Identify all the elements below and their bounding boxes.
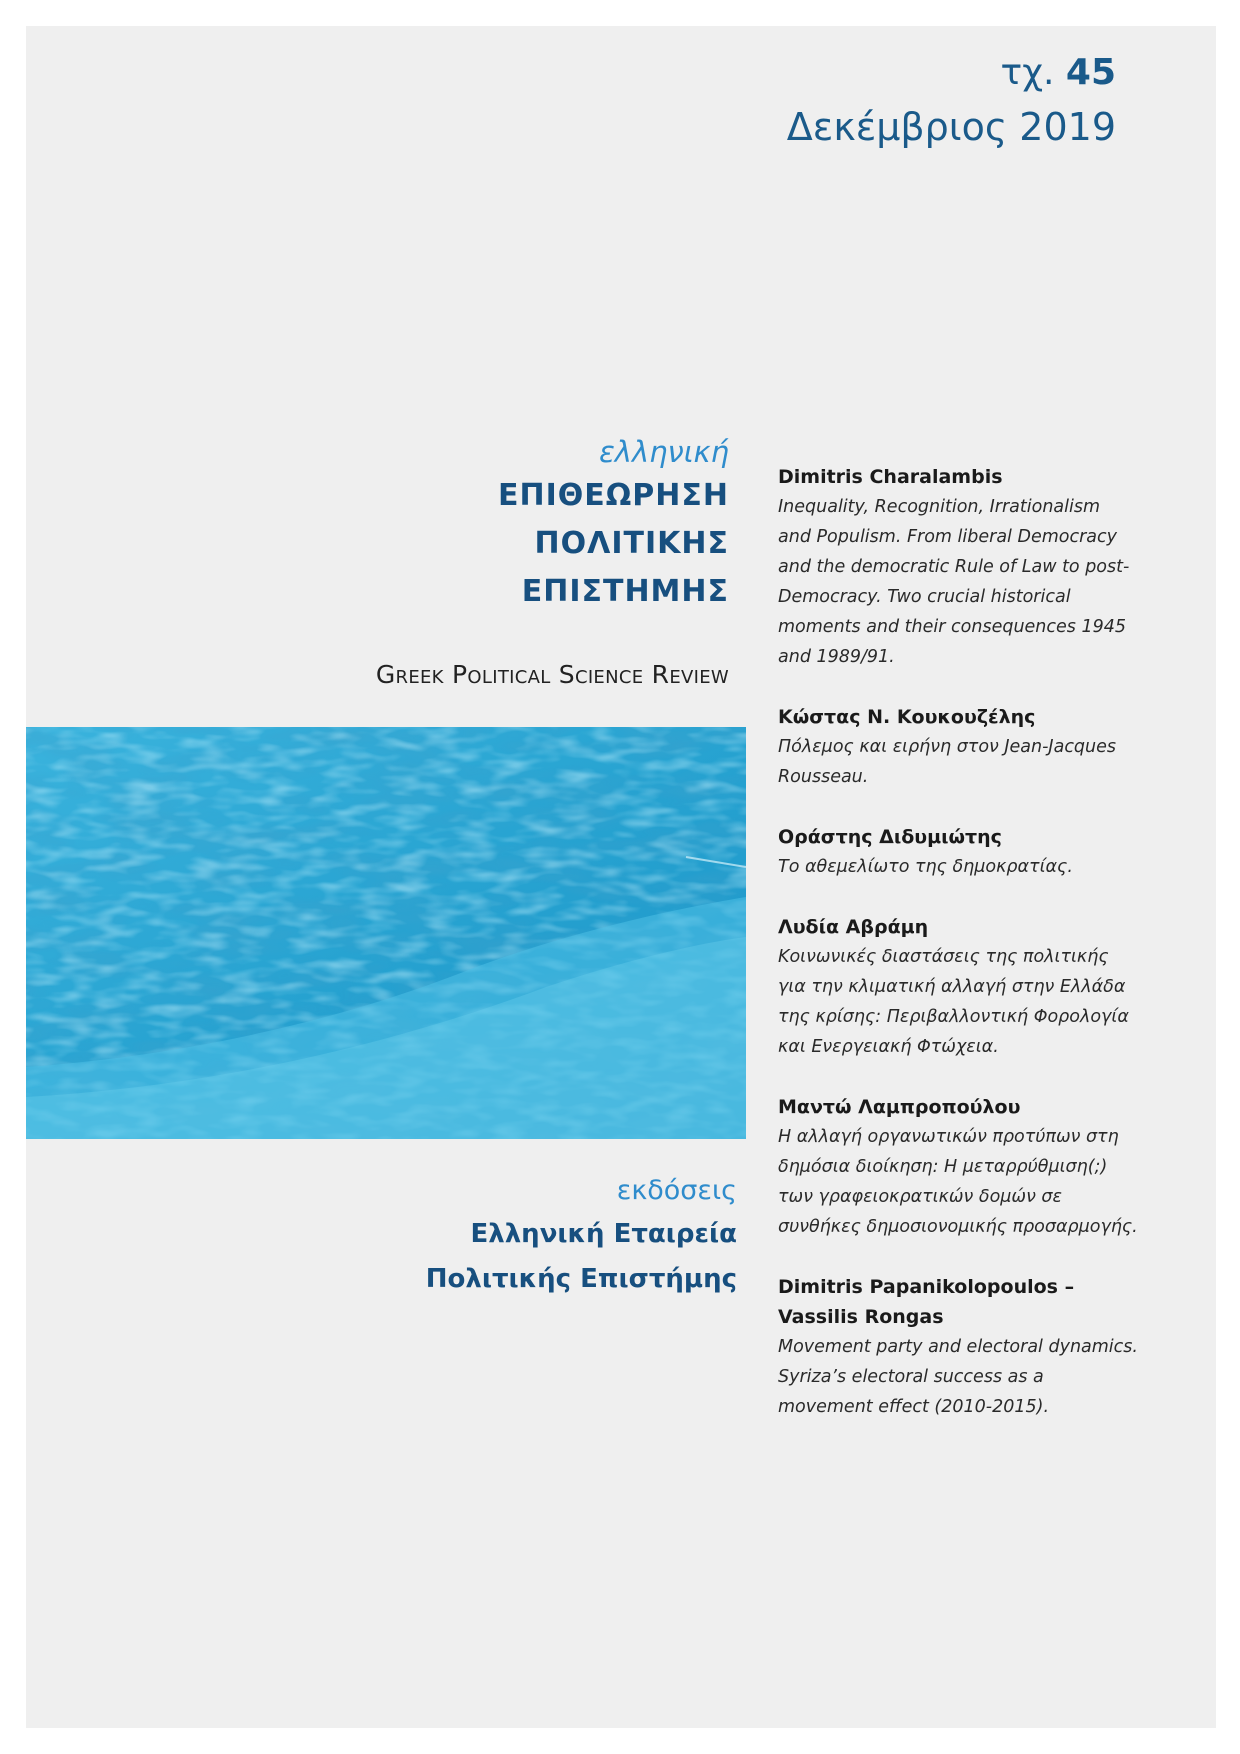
issue-info [787,48,1116,156]
toc-entry [778,1092,1138,1242]
issue-number: 45 [1065,52,1116,93]
toc-author: Λυδία Αβράμη [778,916,929,938]
toc-author: Οράστης Διδυμιώτης [778,826,1002,848]
journal-title-block [26,432,729,689]
toc-article-title: Το αθεμελίωτο της δημοκρατίας. [778,857,1073,877]
toc-author: Μαντώ Λαμπροπούλου [778,1096,1021,1118]
toc-article-title: Κοινωνικές διαστάσεις της πολιτικής για την κλιματική αλλαγή στην Ελλάδα της κρίσης: Περιβαλλοντική Φορολογία και Ενεργειακή Φτώχεια. [778,947,1129,1057]
publisher-block [26,1170,737,1302]
journal-title-line-3: ΕΠΙΣΤΗΜΗΣ [521,574,729,609]
issue-date: Δεκέμβριος 2019 [786,105,1116,149]
journal-title-line-1: ΕΠΙΘΕΩΡΗΣΗ [498,478,729,513]
publisher-name-line-2: Πολιτικής Επιστήμης [425,1264,737,1294]
toc-author: Dimitris Charalambis [778,466,1003,488]
toc-entry [778,462,1138,672]
toc-author: Dimitris Papanikolopoulos – Vassilis Rongas [778,1276,1075,1328]
toc-entry [778,1272,1138,1422]
journal-english-title: Greek Political Science Review [375,660,729,689]
cover-page [26,26,1216,1728]
toc-article-title: Inequality, Recognition, Irrationalism and Populism. From liberal Democracy and the democratic Rule of Law to post-Democracy. Two crucial historical moments and their consequences 1945 and 1989/91. [778,497,1130,667]
journal-descriptor: ελληνική [599,435,729,469]
sea-water-image [26,727,746,1139]
toc-entry [778,912,1138,1062]
toc-article-title: Movement party and electoral dynamics. Syriza’s electoral success as a movement effect (2010-2015). [778,1337,1138,1417]
table-of-contents [778,462,1138,1452]
journal-title-line-2: ΠΟΛΙΤΙΚΗΣ [534,526,729,561]
publisher-name-line-1: Ελληνική Εταιρεία [470,1219,737,1249]
toc-entry [778,702,1138,792]
toc-article-title: Η αλλαγή οργανωτικών προτύπων στη δημόσια διοίκηση: Η μεταρρύθμιση(;) των γραφειοκρατικών δομών σε συνθήκες δημοσιονομικής προσαρμογής. [778,1127,1138,1237]
issue-prefix: τχ. [1000,52,1055,93]
toc-author: Κώστας Ν. Κουκουζέλης [778,706,1036,728]
toc-entry [778,822,1138,882]
toc-article-title: Πόλεμος και ειρήνη στον Jean-Jacques Rousseau. [778,737,1117,787]
issue-number-line [787,48,1116,98]
publisher-label: εκδόσεις [616,1175,737,1206]
